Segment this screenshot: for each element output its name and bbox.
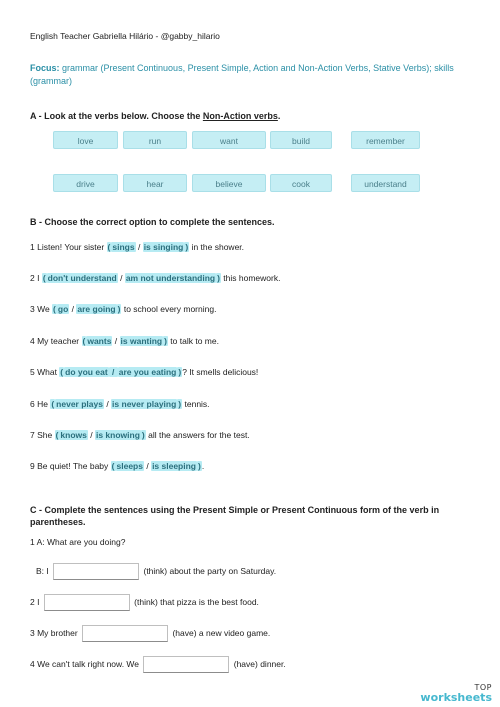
topworksheets-logo bbox=[420, 683, 492, 703]
sentence-b7: 7 She ( knows / is knowing ) all the answers for the test. bbox=[30, 430, 250, 440]
option-paren-open: ( bbox=[60, 367, 64, 377]
verb-chip[interactable]: understand bbox=[351, 174, 420, 192]
option-paren-open: ( bbox=[82, 336, 86, 346]
option-1[interactable]: go bbox=[57, 304, 69, 314]
option-1[interactable]: knows bbox=[60, 430, 87, 440]
sentence-b3: 3 We ( go / are going ) to school every morning. bbox=[30, 304, 217, 314]
sentence-c3: 3 My brother (have) a new video game. bbox=[30, 625, 270, 642]
sentence-b6: 6 He ( never plays / is never playing ) tennis. bbox=[30, 399, 210, 409]
sentence-c2: 2 I (think) that pizza is the best food. bbox=[30, 594, 259, 611]
option-paren-open: ( bbox=[111, 461, 115, 471]
option-2[interactable]: is wanting bbox=[120, 336, 163, 346]
option-paren-close: ) bbox=[164, 336, 167, 346]
answer-input[interactable] bbox=[83, 626, 167, 641]
section-a-suffix: . bbox=[277, 111, 281, 121]
sentence-b5: 5 What ( do you eat / are you eating )? It smells delicious! bbox=[30, 367, 259, 377]
answer-field[interactable] bbox=[44, 594, 130, 611]
option-1[interactable]: don't understand bbox=[47, 273, 117, 283]
verb-chip[interactable]: believe bbox=[192, 174, 266, 192]
option-2[interactable]: is knowing bbox=[95, 430, 140, 440]
option-paren-open: ( bbox=[107, 242, 111, 252]
verb-chip[interactable]: hear bbox=[123, 174, 187, 192]
verb-chip[interactable]: build bbox=[270, 131, 332, 149]
option-2[interactable]: is singing bbox=[143, 242, 184, 252]
verb-chip[interactable]: remember bbox=[351, 131, 420, 149]
option-paren-open: ( bbox=[53, 304, 56, 314]
option-1[interactable]: sleeps bbox=[116, 461, 143, 471]
verb-chip[interactable]: drive bbox=[53, 174, 118, 192]
answer-input[interactable] bbox=[54, 564, 138, 579]
option-2[interactable]: are you eating bbox=[118, 367, 177, 377]
option-paren-close: ) bbox=[198, 461, 201, 471]
answer-input[interactable] bbox=[144, 657, 228, 672]
option-paren-close: ) bbox=[217, 273, 220, 283]
sentence-c4: 4 We can't talk right now. We (have) dinner. bbox=[30, 656, 286, 673]
option-paren-open: ( bbox=[51, 399, 55, 409]
option-1[interactable]: do you eat bbox=[65, 367, 108, 377]
sentence-b4: 4 My teacher ( wants / is wanting ) to talk to me. bbox=[30, 336, 219, 346]
option-paren-close: ) bbox=[117, 304, 121, 314]
verb-chip[interactable]: run bbox=[123, 131, 187, 149]
option-2[interactable]: are going bbox=[77, 304, 116, 314]
verb-chip[interactable]: want bbox=[192, 131, 266, 149]
option-1[interactable]: sings bbox=[112, 242, 135, 252]
answer-field[interactable] bbox=[53, 563, 139, 580]
section-b-heading: B - Choose the correct option to complete the sentences. bbox=[30, 217, 275, 227]
option-paren-close: ) bbox=[185, 242, 189, 252]
sentence-b1: 1 Listen! Your sister ( sings / is singing ) in the shower. bbox=[30, 242, 245, 252]
section-a-prefix: A - Look at the verbs below. Choose the bbox=[30, 111, 203, 121]
sentence-c1a: 1 A: What are you doing? bbox=[30, 537, 126, 547]
verb-chip[interactable]: cook bbox=[270, 174, 332, 192]
sentence-b9: 9 Be quiet! The baby ( sleeps / is sleeping ). bbox=[30, 461, 205, 471]
sentence-c1b: B: I (think) about the party on Saturday. bbox=[36, 563, 276, 580]
option-paren-open: ( bbox=[42, 273, 46, 283]
section-c-heading: C - Complete the sentences using the Present Simple or Present Continuous form of the verb in parentheses. bbox=[30, 505, 440, 527]
option-paren-close: ) bbox=[178, 367, 182, 377]
option-2[interactable]: am not understanding bbox=[125, 273, 216, 283]
option-1[interactable]: never plays bbox=[56, 399, 103, 409]
focus-text: grammar (Present Continuous, Present Simple, Action and Non-Action Verbs, Stative Verbs); skills (grammar) bbox=[30, 63, 454, 86]
verb-chip[interactable]: love bbox=[53, 131, 118, 149]
option-paren-close: ) bbox=[178, 399, 182, 409]
option-1[interactable]: wants bbox=[87, 336, 112, 346]
answer-input[interactable] bbox=[45, 595, 129, 610]
option-paren-close: ) bbox=[141, 430, 145, 440]
section-a-underlined: Non-Action verbs bbox=[202, 111, 278, 121]
logo-top: TOP bbox=[474, 683, 492, 692]
focus-line bbox=[30, 62, 475, 88]
author-line: English Teacher Gabriella Hilário - @gabby_hilario bbox=[30, 31, 220, 41]
sentence-b2: 2 I ( don't understand / am not understanding ) this homework. bbox=[30, 273, 281, 283]
section-a-heading bbox=[30, 110, 280, 122]
focus-label: Focus: bbox=[30, 63, 60, 73]
logo-bottom: worksheets bbox=[420, 691, 492, 704]
answer-field[interactable] bbox=[143, 656, 229, 673]
option-paren-open: ( bbox=[55, 430, 59, 440]
option-2[interactable]: is sleeping bbox=[152, 461, 196, 471]
option-2[interactable]: is never playing bbox=[112, 399, 177, 409]
answer-field[interactable] bbox=[82, 625, 168, 642]
